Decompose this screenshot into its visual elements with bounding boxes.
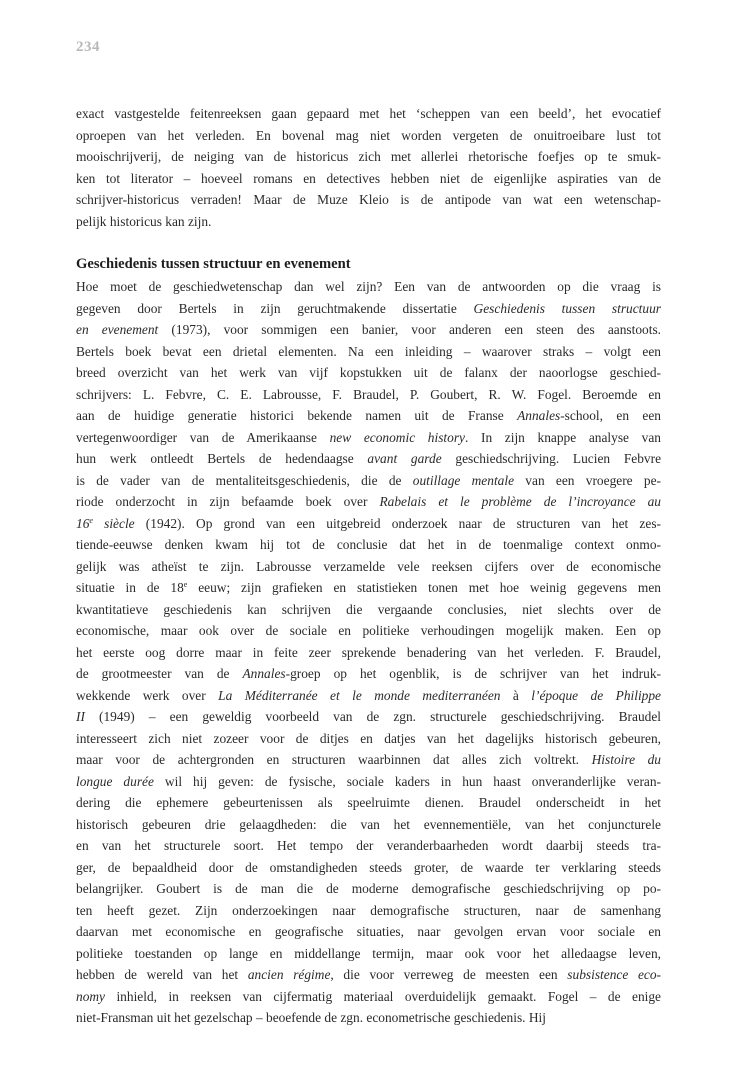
text-line <box>76 211 661 233</box>
text-span: oproepen van het verleden. En bovenal mag niet worden vergeten de onuitroeibare lust tot <box>76 127 661 143</box>
text-span: -groep op het ogenblik, is de schrijver van het indruk- <box>285 666 661 681</box>
text-span: vertegenwoordiger van de Amerikaanse <box>76 429 330 445</box>
paragraph-gap <box>76 232 661 252</box>
text-span: wekkende werk over <box>76 687 219 703</box>
superscript: e <box>183 580 188 589</box>
text-span: . In zijn knappe analyse van <box>464 429 661 445</box>
italic-span: Geschiedenis tussen structuur <box>473 300 661 316</box>
text-span: interesseert zich niet zozeer voor de ditjes en datjes van het dagelijks historisch gebeuren, <box>76 730 661 746</box>
text-line <box>76 577 661 599</box>
text-span: ken tot literator – hoeveel romans en detectives hebben niet de eigenlijke aspiraties van de <box>76 170 661 186</box>
text-line <box>76 427 661 449</box>
text-line <box>76 900 661 922</box>
text-span: het eerste oog dorre maar in feite zeer sprekende benadering van het verleden. F. Braudel, <box>76 644 661 660</box>
text-span: eeuw; zijn grafieken en statistieken tonen met hoe weinig gegevens men <box>187 580 661 595</box>
text-line <box>76 771 661 793</box>
text-span: schrijver-historicus verraden! Maar de Muze Kleio is de antipode van wat een wetenschap- <box>76 192 661 207</box>
text-line <box>76 168 661 190</box>
text-line <box>76 943 661 965</box>
text-span: is de vader van de mentaliteitsgeschiedenis, die de <box>76 472 413 488</box>
text-span: ten heeft gezet. Zijn onderzoekingen naar demografische structuren, naar de samenhang <box>76 902 661 918</box>
italic-span: siècle <box>92 515 135 531</box>
text-span: hebben de wereld van het <box>76 967 248 982</box>
text-line <box>76 986 661 1008</box>
text-line <box>76 706 661 728</box>
text-span: en van het structurele soort. Het tempo der veranderbaarheden wordt daarbij steeds tra- <box>76 838 661 853</box>
text-span: maar voor de achtergronden en structuren waarbinnen dat alles zich voltrekt. <box>76 752 592 767</box>
text-line <box>76 189 661 211</box>
italic-span: longue durée <box>76 773 154 789</box>
superscript: e <box>89 515 93 525</box>
text-line <box>76 685 661 707</box>
text-span: historisch gebeuren drie gelaagdheden: die van het evennementiële, van het conjuncturele <box>76 816 661 832</box>
text-line <box>76 620 661 642</box>
text-span: à <box>500 687 532 703</box>
text-span: schrijvers: L. Febvre, C. E. Labrousse, F. Braudel, P. Goubert, R. W. Fogel. Beroemde en <box>76 386 661 402</box>
text-span: riode onderzocht in zijn befaamde boek over <box>76 494 380 509</box>
italic-span: nomy <box>76 988 106 1004</box>
text-line <box>76 448 661 470</box>
body-text <box>76 103 661 1029</box>
text-span: economische, maar ook over de sociale en politieke verhoudingen mogelijk maken. Een op <box>76 623 661 638</box>
italic-span: II <box>76 709 85 724</box>
text-span: gegeven door Bertels in zijn geruchtmakende dissertatie <box>76 300 474 316</box>
text-line <box>76 319 661 341</box>
text-line <box>76 362 661 384</box>
paragraph-structure-event <box>76 276 661 1029</box>
text-line <box>76 405 661 427</box>
text-line <box>76 792 661 814</box>
text-line <box>76 857 661 879</box>
text-line <box>76 103 661 125</box>
text-line <box>76 556 661 578</box>
text-span: belangrijker. Goubert is de man die de moderne demografische geschiedschrijving op po- <box>76 881 661 896</box>
text-line <box>76 298 661 320</box>
text-line <box>76 728 661 750</box>
text-span: (1973), voor sommigen een banier, voor anderen een steen des aanstoots. <box>158 322 661 337</box>
text-span: kwantitatieve geschiedenis kan schrijven die vergaande conclusies, niet slechts over de <box>76 601 661 617</box>
text-span: Hoe moet de geschiedwetenschap dan wel zijn? Een van de antwoorden op die vraag is <box>76 279 661 294</box>
italic-span: l’époque de Philippe <box>531 687 662 703</box>
text-span: wil hij geven: de fysische, sociale kaders in hun haast onveranderlijke veran- <box>153 773 662 789</box>
text-span: van een vroegere pe- <box>514 472 661 488</box>
text-span: hun werk ontleedt Bertels de hedendaagse <box>76 451 368 466</box>
text-span: situatie in de 18 <box>76 580 184 595</box>
text-span: mooischrijverij, de neiging van de historicus zich met allerlei rhetorische foefjes op te smuk- <box>76 149 661 164</box>
italic-span: Annales <box>242 666 286 681</box>
text-span: politieke toestanden op lange en middellange termijn, maar ook voor het alledaagse leven, <box>76 945 661 961</box>
text-span: (1942). Op grond van een uitgebreid onderzoek naar de structuren van het zes- <box>134 515 661 531</box>
text-line <box>76 513 661 535</box>
text-line <box>76 125 661 147</box>
text-line <box>76 663 661 685</box>
text-span: daarvan met economische en geografische situaties, naar gevolgen ervan voor sociale en <box>76 924 661 939</box>
italic-span: outillage mentale <box>412 472 515 488</box>
text-span: , die voor verreweg de meesten een <box>330 967 568 982</box>
italic-span: ancien régime <box>247 967 331 982</box>
text-span: pelijk historicus kan zijn. <box>76 213 212 229</box>
italic-span: La Méditerranée et le monde mediterranéen <box>218 687 501 703</box>
text-span: Bertels boek bevat een drietal elementen. Na een inleiding – waarover straks – volgt een <box>76 343 661 359</box>
text-span: aan de huidige generatie historici bekende namen uit de Franse <box>76 408 518 423</box>
text-span: gelijk was atheïst te zijn. Labrousse verzamelde vele reeksen cijfers over de economische <box>76 558 661 574</box>
text-line <box>76 341 661 363</box>
italic-span: 16 <box>76 515 90 531</box>
italic-span: Annales <box>517 408 561 423</box>
text-span: niet-Fransman uit het gezelschap – beoefende de zgn. econometrische geschiedenis. Hij <box>76 1010 546 1025</box>
text-line <box>76 878 661 900</box>
text-span: inhield, in reeksen van cijfermatig materiaal overduidelijk gemaakt. Fogel – de enige <box>105 988 661 1004</box>
text-span: ger, de bepaaldheid door de omstandigheden steeds groter, de waarde ter verklaring steeds <box>76 859 661 875</box>
italic-span: avant garde <box>367 451 442 466</box>
text-line <box>76 146 661 168</box>
text-line <box>76 470 661 492</box>
text-line <box>76 814 661 836</box>
paragraph-intro <box>76 103 661 232</box>
text-span: geschiedschrijving. Lucien Febvre <box>441 451 662 466</box>
text-span: (1949) – een geweldig voorbeeld van de zgn. structurele geschiedschrijving. Braudel <box>84 709 661 724</box>
text-line <box>76 276 661 298</box>
section-heading: Geschiedenis tussen structuur en evenement <box>76 256 351 272</box>
text-span: exact vastgestelde feitenreeksen gaan gepaard met het ‘scheppen van een beeld’, het evocatief <box>76 106 661 121</box>
italic-span: en evenement <box>76 322 159 337</box>
italic-span: subsistence eco- <box>567 967 662 982</box>
text-line <box>76 599 661 621</box>
text-span: dering die ephemere gebeurtenissen als speelruimte dienen. Braudel onderscheidt in het <box>76 795 661 810</box>
italic-span: new economic history <box>329 429 465 445</box>
text-line <box>76 534 661 556</box>
text-span: -school, en een <box>560 408 661 423</box>
text-line <box>76 642 661 664</box>
text-span: breed overzicht van het werk van vijf kopstukken uit de falanx der naoorlogse geschied- <box>76 365 661 380</box>
text-line <box>76 1007 661 1029</box>
italic-span: Rabelais et le problème de l’incroyance au <box>379 494 661 509</box>
text-span: tiende-eeuwse denken kwam hij tot de conclusie dat het in de toenmalige context onmo- <box>76 537 661 552</box>
italic-span: Histoire du <box>591 752 662 767</box>
text-line <box>76 835 661 857</box>
text-line <box>76 749 661 771</box>
text-span: de grootmeester van de <box>76 666 243 681</box>
text-line <box>76 964 661 986</box>
page-number: 234 <box>76 39 100 55</box>
text-line <box>76 384 661 406</box>
text-line <box>76 921 661 943</box>
text-line <box>76 491 661 513</box>
